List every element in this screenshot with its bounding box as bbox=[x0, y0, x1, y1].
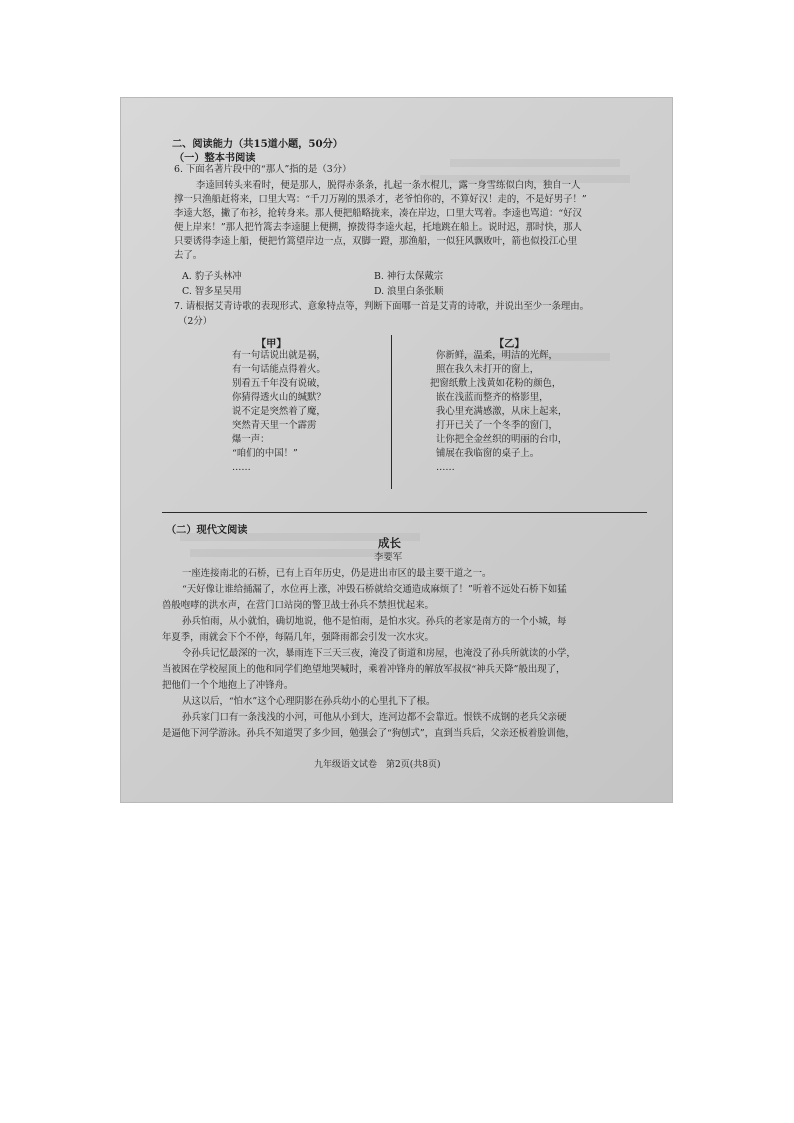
article-line: 年夏季，雨就会下个不停，每隔几年，强降雨都会引发一次水灾。 bbox=[162, 632, 434, 643]
poem-b-line: 把窗纸敷上浅黄如花粉的颜色， bbox=[430, 378, 562, 389]
poem-a-line: 突然青天里一个霹雳 bbox=[232, 420, 317, 431]
article-line: 从这以后，“怕水”这个心理阴影在孙兵幼小的心里扎下了根。 bbox=[182, 696, 436, 707]
poem-b-line: 照在我久未打开的窗上， bbox=[436, 364, 540, 375]
poem-b-line: 铺展在我临窗的桌子上。 bbox=[436, 448, 540, 459]
poem-a-line: …… bbox=[232, 462, 251, 473]
poem-a-line: 你猜得透火山的缄默？ bbox=[232, 392, 326, 403]
poem-b-line: 你新鲜，温柔，明洁的光辉， bbox=[436, 350, 558, 361]
section-title: 二、阅读能力（共15道小题，50分） bbox=[172, 138, 343, 150]
poem-a-line: 有一句话能点得着火。 bbox=[232, 364, 326, 375]
article-line: 孙兵怕雨，从小就怕，确切地说，他不是怕雨，是怕水灾。孙兵的老家是南方的一个小城，每 bbox=[182, 616, 567, 627]
poem-a-line: “咱们的中国！” bbox=[232, 448, 298, 459]
poem-b-label: 【乙】 bbox=[494, 338, 525, 350]
passage-line: 去了。 bbox=[174, 250, 203, 261]
q6-stem: 6. 下面名著片段中的“那人”指的是（3分） bbox=[174, 164, 352, 175]
passage-line: 撑一只渔船赶将来，口里大骂：“千刀万剐的黑杀才，老爷怕你的，不算好汉！走的，不是好男子！” bbox=[174, 194, 587, 205]
passage-line: 李逵大怒，撇了布衫，抢转身来。那人便把船略拢来，凑在岸边，口里大骂着。李逵也骂道：“好汉 bbox=[174, 208, 582, 219]
article-line: 是逼他下河学游泳。孙兵不知道哭了多少回，勉强会了“狗刨式”，直到当兵后，父亲还板着脸训他， bbox=[162, 728, 575, 739]
sub2-title: （二）现代文阅读 bbox=[166, 524, 248, 536]
article-author: 李要军 bbox=[374, 552, 403, 563]
poem-a-line: 别看五千年没有说破， bbox=[232, 378, 326, 389]
option-b: B. 神行太保戴宗 bbox=[374, 271, 444, 282]
article-line: “天好像让谁给捅漏了，水位再上涨，冲毁石桥就给交通造成麻烦了！”听着不远处石桥下如猛 bbox=[182, 584, 567, 595]
article-line: 兽般咆哮的洪水声，在营门口站岗的警卫战士孙兵不禁担忧起来。 bbox=[162, 600, 434, 611]
section-divider bbox=[162, 512, 647, 513]
article-line: 孙兵家门口有一条浅浅的小河，可他从小到大，连河边都不会靠近。恨铁不成钢的老兵父亲硬 bbox=[182, 712, 567, 723]
poem-b-line: 打开已关了一个冬季的窗门， bbox=[436, 420, 558, 431]
passage-line: 只要诱得李逵上船，便把竹篙望岸边一点，双脚一蹬，那渔船，一似狂风飘败叶，箭也似投江心里 bbox=[174, 236, 578, 247]
poem-b-line: 让你把全金丝织的明丽的台巾， bbox=[436, 434, 568, 445]
sub1-title: （一）整本书阅读 bbox=[174, 152, 256, 164]
article-line: 把他们一个个地抱上了冲锋舟。 bbox=[162, 680, 294, 691]
poem-b-line: …… bbox=[436, 462, 455, 473]
passage-line: 便上岸来！”那人把竹篙去李逵腿上便搠，撩拨得李逵火起，托地跳在船上。说时迟，那时快，那人 bbox=[174, 222, 582, 233]
article-line: 一座连接南北的石桥，已有上百年历史，仍是进出市区的最主要干道之一。 bbox=[182, 568, 492, 579]
article-line: 当被困在学校屋顶上的他和同学们绝望地哭喊时，乘着冲锋舟的解放军叔叔“神兵天降”般出现了， bbox=[162, 664, 566, 675]
option-d: D. 浪里白条张顺 bbox=[374, 286, 444, 297]
poem-b-line: 嵌在浅蓝而整齐的格影里， bbox=[436, 392, 549, 403]
poem-a-line: 爆一声： bbox=[232, 434, 270, 445]
option-c: C. 智多星吴用 bbox=[182, 286, 242, 297]
q7-stem: 7. 请根据艾青诗歌的表现形式、意象特点等，判断下面哪一首是艾青的诗歌，并说出至少一条理由。 bbox=[174, 301, 590, 312]
q7-score: （2分） bbox=[178, 316, 213, 327]
option-a: A. 豹子头林冲 bbox=[182, 271, 242, 282]
poem-a-line: 有一句话说出就是祸， bbox=[232, 350, 326, 361]
passage-line: 李逵回转头来看时，便是那人，脱得赤条条，扎起一条水棍儿，露一身雪练似白肉，独自一人 bbox=[196, 180, 581, 191]
poem-a-line: 说不定是突然着了魔， bbox=[232, 406, 326, 417]
poem-b-line: 我心里充满感激，从床上起来， bbox=[436, 406, 568, 417]
poem-divider bbox=[391, 335, 392, 489]
page-footer: 九年级语文试卷 第2页(共8页) bbox=[314, 760, 441, 770]
article-title: 成长 bbox=[378, 536, 401, 550]
photographed-exam-page bbox=[120, 97, 673, 803]
article-line: 令孙兵记忆最深的一次，暴雨连下三天三夜，淹没了街道和房屋，也淹没了孙兵所就读的小学， bbox=[182, 648, 576, 659]
poem-a-label: 【甲】 bbox=[256, 338, 287, 350]
